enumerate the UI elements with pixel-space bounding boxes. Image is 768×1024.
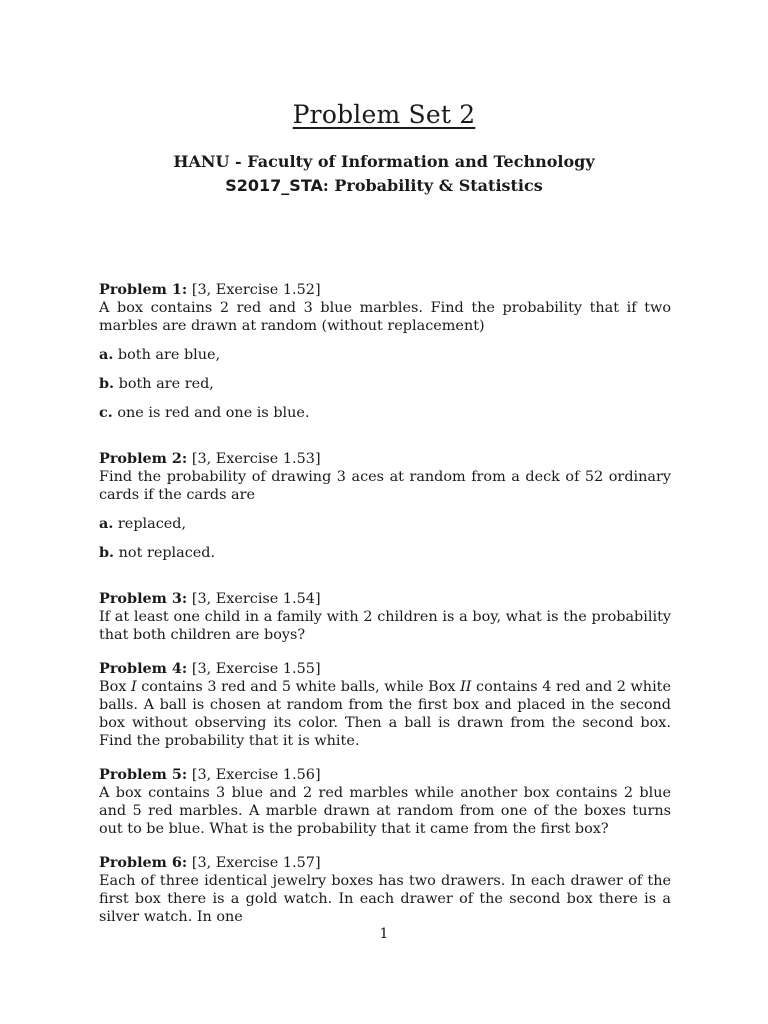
- problem-label: Problem 2:: [99, 450, 188, 467]
- problem-item-b: b. both are red,: [99, 375, 214, 392]
- problem-reference: [3, Exercise 1.54]: [187, 591, 321, 607]
- problem-reference: [3, Exercise 1.52]: [187, 282, 321, 298]
- course-subtitle: [0, 176, 768, 195]
- problem-text: If at least one child in a family with 2 children is a boy, what is the probability that both children are boys?: [99, 609, 671, 643]
- problem-label: Problem 5:: [99, 766, 188, 783]
- problem-text: A box contains 2 red and 3 blue marbles. Find the probability that if two marbles are drawn at random (without replacement): [99, 300, 671, 334]
- problem-text: A box contains 3 blue and 2 red marbles while another box contains 2 blue and 5 red marbles. A marble drawn at random from one of the boxes turns out to be blue. What is the probability that it came from the first box?: [99, 785, 671, 837]
- document-title: Problem Set 2: [292, 100, 476, 129]
- problem-reference: [3, Exercise 1.55]: [187, 661, 321, 677]
- problem-5: [99, 766, 671, 838]
- problem-2: [99, 450, 671, 562]
- problem-reference: [3, Exercise 1.57]: [187, 855, 321, 871]
- problem-1: [99, 281, 671, 422]
- institution-subtitle: HANU - Faculty of Information and Technology: [173, 152, 595, 171]
- course-name: : Probability & Statistics: [322, 176, 543, 195]
- page-number: 1: [379, 926, 389, 942]
- problem-item-a: a. replaced,: [99, 515, 187, 532]
- problem-label: Problem 4:: [99, 660, 188, 677]
- problem-text: Box I contains 3 red and 5 white balls, while Box II contains 4 red and 2 white balls. A ball is chosen at random from the first box and placed in the second box without observing its color. Then a ball is drawn from the second box. Find the probability that it is white.: [99, 679, 671, 749]
- problem-label: Problem 1:: [99, 281, 188, 298]
- problem-label: Problem 6:: [99, 854, 188, 871]
- problem-item-b: b. not replaced.: [99, 544, 216, 561]
- problem-item-c: c. one is red and one is blue.: [99, 404, 310, 421]
- problem-text: Find the probability of drawing 3 aces at random from a deck of 52 ordinary cards if the cards are: [99, 469, 671, 503]
- problem-item-a: a. both are blue,: [99, 346, 221, 363]
- problem-3: [99, 590, 671, 644]
- problem-label: Problem 3:: [99, 590, 188, 607]
- problem-reference: [3, Exercise 1.56]: [187, 767, 321, 783]
- problem-6: [99, 854, 671, 926]
- problem-text: Each of three identical jewelry boxes has two drawers. In each drawer of the first box there is a gold watch. In each drawer of the second box there is a silver watch. In one: [99, 873, 671, 925]
- problem-4: [99, 660, 671, 750]
- course-code: S2017_STA: [225, 176, 323, 195]
- problem-reference: [3, Exercise 1.53]: [187, 451, 321, 467]
